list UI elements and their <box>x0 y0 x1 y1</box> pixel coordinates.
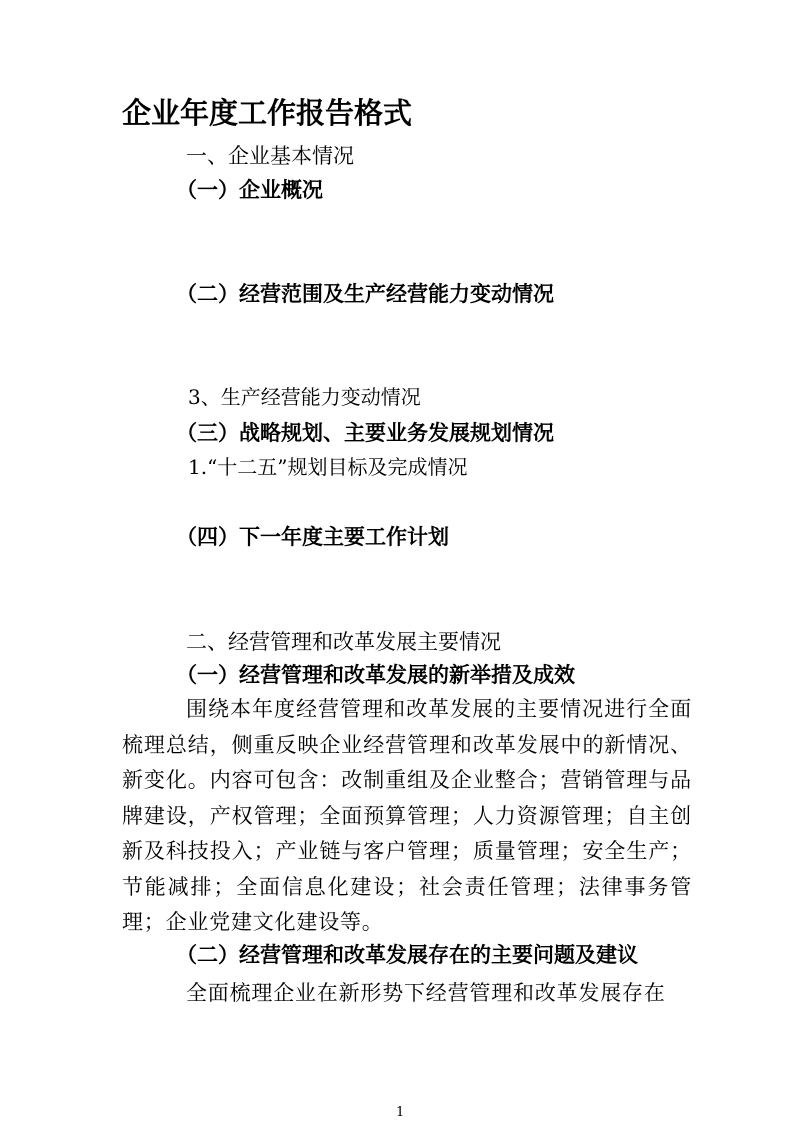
section-1-subheading-1: （一）企业概况 <box>176 177 323 202</box>
section-1-subheading-4: （四）下一年度主要工作计划 <box>176 524 449 549</box>
document-title: 企业年度工作报告格式 <box>122 96 413 130</box>
section-2-subheading-1: （一）经营管理和改革发展的新举措及成效 <box>176 662 575 687</box>
section-1-subheading-2: （二）经营范围及生产经营能力变动情况 <box>176 281 554 306</box>
section-1-item-3: 3、生产经营能力变动情况 <box>188 385 421 409</box>
section-1-item-1: 1.“十二五”规划目标及完成情况 <box>188 455 468 479</box>
section-2-heading: 二、经营管理和改革发展主要情况 <box>186 630 501 654</box>
section-2-paragraph-1: 围绕本年度经营管理和改革发展的主要情况进行全面梳理总结，侧重反映企业经营管理和改革发展中的新情况、新变化。内容可包含：改制重组及企业整合；营销管理与品牌建设，产权管理；全面预算管理；人力资源管理；自主创新及科技投入；产业链与客户管理；质量管理；安全生产；节能减排；全面信息化建设；社会责任管理；法律事务管理；企业党建文化建设等。 <box>122 697 692 934</box>
page-number: 1 <box>396 1105 405 1120</box>
section-1-heading: 一、企业基本情况 <box>186 144 354 168</box>
section-2-paragraph-2: 全面梳理企业在新形势下经营管理和改革发展存在 <box>186 981 666 1005</box>
section-2-subheading-2: （二）经营管理和改革发展存在的主要问题及建议 <box>176 942 638 967</box>
section-1-subheading-3: （三）战略规划、主要业务发展规划情况 <box>176 420 554 445</box>
